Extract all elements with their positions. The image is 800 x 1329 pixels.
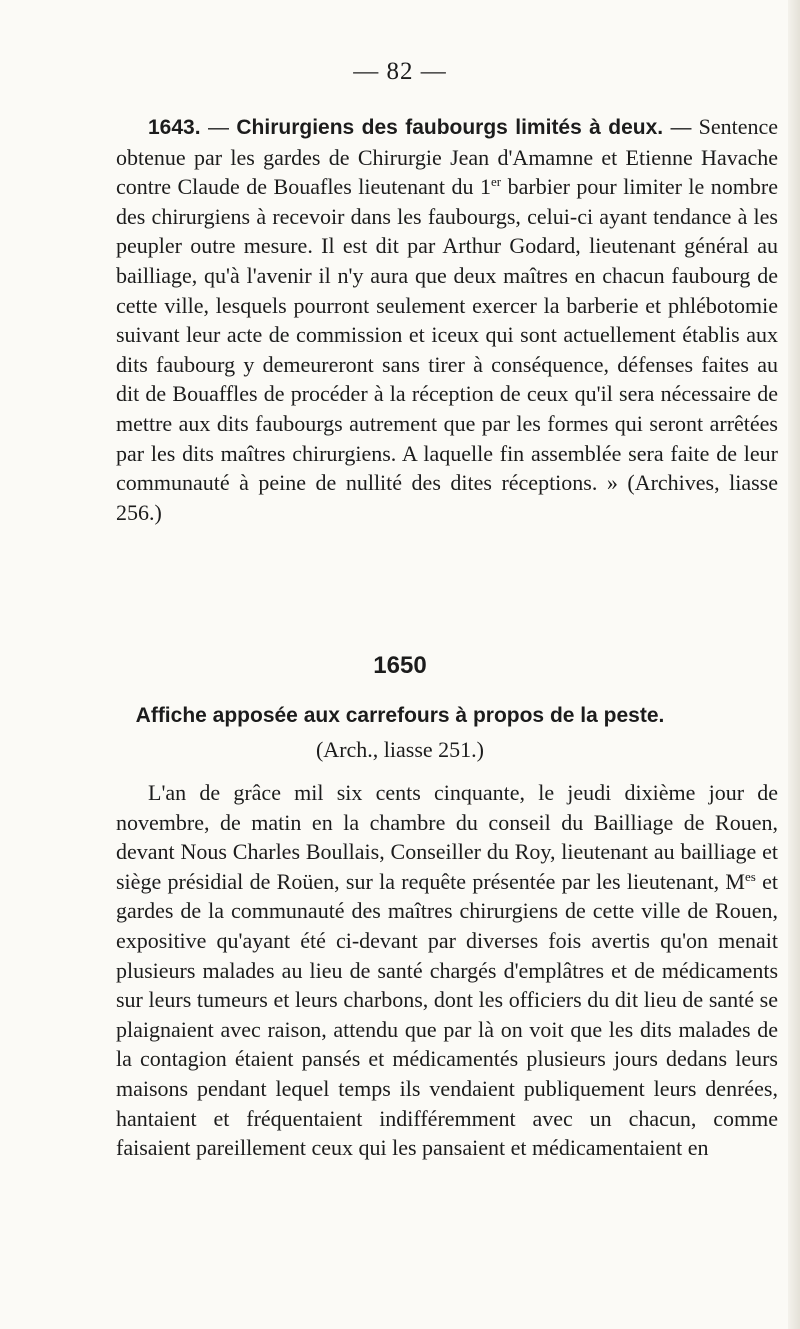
- notice-title: Affiche apposée aux carrefours à propos de la peste.: [135, 704, 665, 727]
- notice-body-part-2: et gardes de la communauté des maîtres chirurgiens de cette ville de Rouen, expositive qu'ayant été ci-devant par diverses fois avertis qu'on menait plusieurs malades au lieu de santé chargés d'emplâtres et de médicaments sur leurs tumeurs et leurs charbons, dont les officiers du dit lieu de santé se plaignaient avec raison, attendu que par là on voit que les dits malades de la contagion étaient pansés et médicamentés plusieurs jours dedans leurs maisons pendant lequel temps ils vendaient publiquement leurs denrées, hantaient et fréquentaient indifféremment avec un chacun, comme faisaient pareillement ceux qui les pansaient et médicamentaient en: [116, 868, 778, 1161]
- entry-1643-title: Chirurgiens des faubourgs limités à deux.: [236, 116, 664, 139]
- entry-1643-dash-2: —: [670, 116, 692, 139]
- entry-1643-body-superscript: er: [491, 174, 502, 190]
- entry-1643-body-part-1: Sentence obtenue par les gardes de Chirurgie Jean d'Amamne et Etienne Havache contre Claude de Bouafles lieutenant du 1: [116, 114, 778, 200]
- entry-1643-heading: [148, 116, 692, 139]
- notice-paragraph: [116, 778, 778, 1163]
- notice-source: (Arch., liasse 251.): [315, 737, 484, 762]
- notice-body: [116, 778, 778, 1163]
- entry-1643-number: 1643.: [148, 116, 201, 139]
- notice-body-superscript: es: [744, 868, 756, 884]
- page-number: — 82 —: [353, 58, 447, 85]
- entry-1643-body-part-2: barbier pour limiter le nombre des chirurgiens à recevoir dans les faubourgs, celui-ci ayant tendance à les peupler outre mesure. Il est dit par Arthur Godard, lieutenant général au bailliage, qu'à l'avenir il n'y aura que deux maîtres en chacun faubourg de cette ville, lesquels pourront seulement exercer la barberie et phlébotomie suivant leur acte de commission et iceux qui sont actuellement établis aux dits faubourg y demeureront sans tirer à conséquence, défenses faites au dit de Bouaffles de procéder à la réception de ceux qu'il sera nécessaire de mettre aux dits faubourgs autrement que par les formes qui seront arrêtées par les dits maîtres chirurgiens. A laquelle fin assemblée sera faite de leur communauté à peine de nullité des dites réceptions. » (Archives, liasse 256.): [116, 174, 778, 525]
- entry-1643-dash-1: —: [207, 116, 229, 139]
- notice-body-part-1: L'an de grâce mil six cents cinquante, le jeudi dixième jour de novembre, de matin en la chambre du conseil du Bailliage de Rouen, devant Nous Charles Boullais, Conseiller du Roy, lieutenant au bailliage et siège présidial de Roüen, sur la requête présentée par les lieutenant, M: [116, 780, 778, 894]
- entry-1643: [116, 112, 778, 527]
- year-heading-1650: 1650: [373, 652, 427, 679]
- entry-1643-paragraph: [116, 112, 778, 527]
